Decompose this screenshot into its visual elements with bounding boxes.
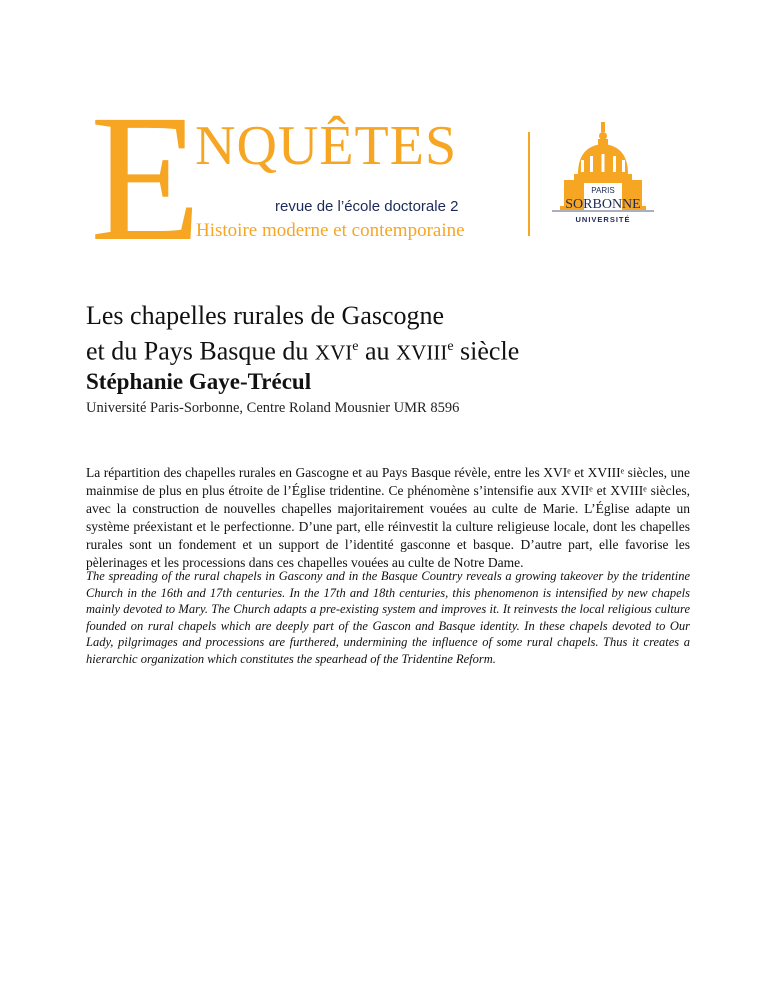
masthead-tagline: Histoire moderne et contemporaine bbox=[196, 220, 465, 241]
sorbonne-university-logo bbox=[548, 122, 658, 234]
masthead-title: NQUÊTES bbox=[195, 115, 458, 177]
author-name: Stéphanie Gaye-Trécul bbox=[86, 369, 312, 394]
masthead-subtitle: revue de l’école doctorale 2 bbox=[275, 198, 459, 215]
abstract-english: The spreading of the rural chapels in Gascony and in the Basque Country reveals a growing takeover by the tridentine Church in the 16th and 17th centuries. In the 17th and 18th centuries, this phenomenon is intensified by new chapels mainly devoted to Mary. The Church adapts a pre-existing system and improves it. It reinvests the local religious culture founded on rural chapels which are deeply part of the Gascon and Basque identity. In these chapels devoted to Our Lady, pilgrimages and processions are furthered, undermining the influence of some rural chapels. Thus it creates a hierarchic organization which constitutes the spearhead of the Tridentine Reform. bbox=[86, 569, 690, 666]
article-title-line1: Les chapelles rurales de Gascogne bbox=[86, 301, 445, 330]
logo-text-universite: UNIVERSITÉ bbox=[575, 215, 631, 224]
logo-text-sorbonne: SORBONNE bbox=[565, 197, 641, 212]
article-title-line2: et du Pays Basque du XVIe au XVIIIe siècle bbox=[86, 336, 520, 366]
masthead-initial-letter: E bbox=[90, 78, 202, 279]
masthead-divider bbox=[528, 132, 530, 236]
logo-text-paris: PARIS bbox=[591, 186, 615, 195]
article-title bbox=[86, 300, 686, 369]
abstract-french: La répartition des chapelles rurales en Gascogne et au Pays Basque révèle, entre les XVIᵉ et XVIIIᵉ siècles, une mainmise de plus en plus étroite de l’Église tridentine. Ce phénomène s’intensifie aux XVIIᵉ et XVIIIᵉ siècles, avec la construction de nouvelles chapelles majoritairement vouées au culte de Marie. L’Église adapte un système préexistant et le perfectionne. D’une part, elle réinvestit la culture religieuse locale, dont les chapelles rurales sont un fondement et un support de l’identité gasconne et basque. D’autre part, elle favorise les pèlerinages et les processions dans ces chapelles vouées au culte de Notre Dame. bbox=[86, 465, 690, 570]
author-affiliation: Université Paris-Sorbonne, Centre Roland Mousnier UMR 8596 bbox=[86, 400, 460, 416]
journal-masthead bbox=[0, 0, 768, 279]
